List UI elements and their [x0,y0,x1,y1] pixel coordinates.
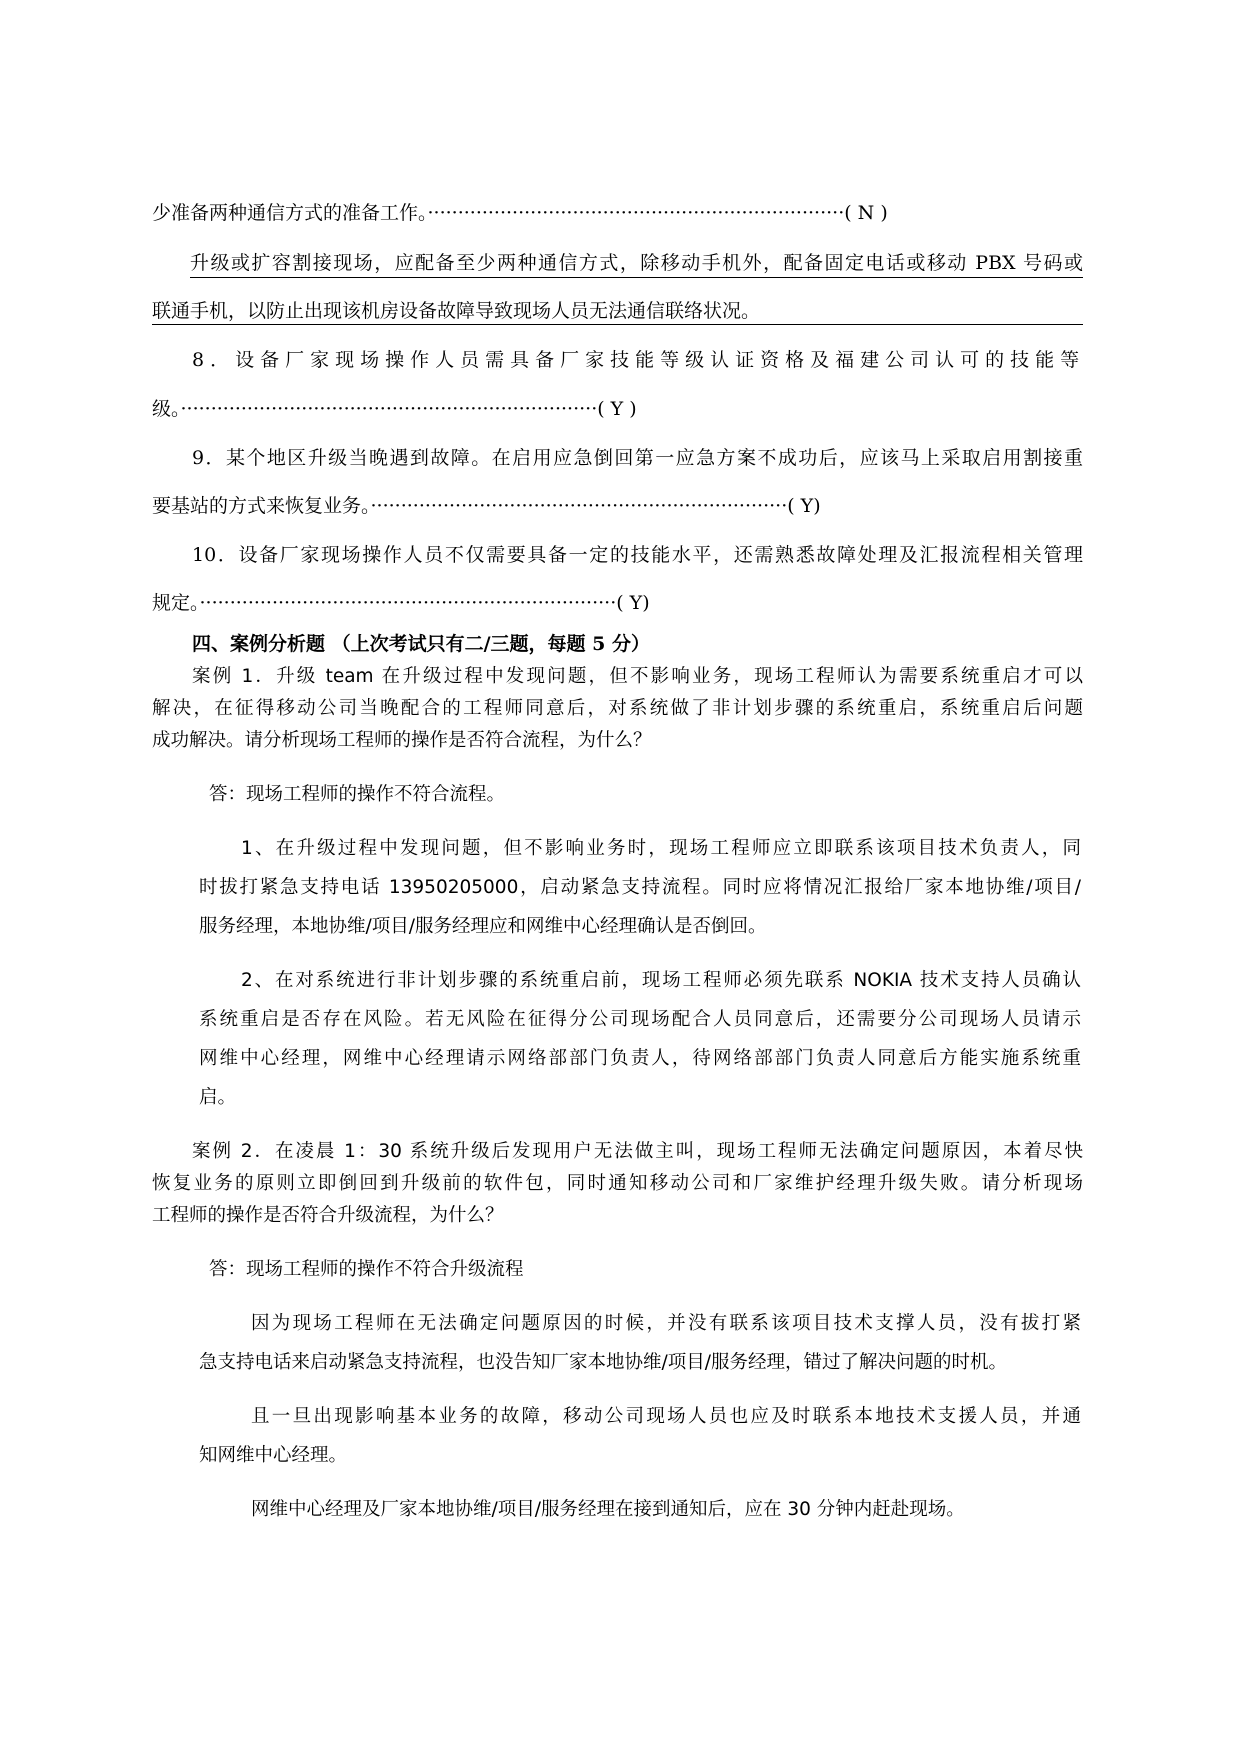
case-1-line-1: 案例 1．升级 team 在升级过程中发现问题，但不影响业务，现场工程师认为需要系统重启才可以 [192,666,1083,687]
tf-item-7-continuation: 少准备两种通信方式的准备工作。·····································································( N ) [152,202,888,224]
case-1-point-2-line-4: 启。 [199,1087,237,1108]
case-1-answer: 答：现场工程师的操作不符合流程。 [209,784,506,805]
tf-item-9: 9．某个地区升级当晚遇到故障。在启用应急倒回第一应急方案不成功后，应该马上采取启用割接重 [192,447,1083,469]
section-four-heading: 四、案例分析题 （上次考试只有二/三题，每题 5 分） [192,633,651,655]
case-2-supplement-line-1: 且一旦出现影响基本业务的故障，移动公司现场人员也应及时联系本地技术支援人员，并通 [251,1406,1081,1427]
tf-item-8-continuation: 级。·····································································( Y ) [152,398,637,420]
case-1-point-2-line-3: 网维中心经理，网维中心经理请示网络部部门负责人，待网络部部门负责人同意后方能实施系统重 [199,1048,1081,1069]
tf-item-7-explanation-line-1: 升级或扩容割接现场，应配备至少两种通信方式，除移动手机外，配备固定电话或移动 PBX 号码或 [190,252,1083,274]
case-2-supplement-line-2: 知网维中心经理。 [199,1445,348,1466]
case-1-point-1-line-1: 1、在升级过程中发现问题，但不影响业务时，现场工程师应立即联系该项目技术负责人，同 [241,838,1081,859]
case-1-line-2: 解决，在征得移动公司当晚配合的工程师同意后，对系统做了非计划步骤的系统重启，系统重启后问题 [152,698,1083,719]
case-1-point-2-line-1: 2、在对系统进行非计划步骤的系统重启前，现场工程师必须先联系 NOKIA 技术支持人员确认 [241,970,1081,991]
tf-item-10-continuation: 规定。·····································································( Y) [152,592,650,614]
case-2-reason-line-1: 因为现场工程师在无法确定问题原因的时候，并没有联系该项目技术支撑人员，没有拔打紧 [251,1313,1081,1334]
case-2-line-2: 恢复业务的原则立即倒回到升级前的软件包，同时通知移动公司和厂家维护经理升级失败。请分析现场 [152,1173,1083,1194]
case-2-arrival-requirement: 网维中心经理及厂家本地协维/项目/服务经理在接到通知后，应在 30 分钟内赶赴现场。 [251,1499,965,1520]
case-2-line-1: 案例 2．在凌晨 1：30 系统升级后发现用户无法做主叫，现场工程师无法确定问题原因，本着尽快 [192,1141,1083,1162]
case-1-point-1-line-3: 服务经理，本地协维/项目/服务经理应和网维中心经理确认是否倒回。 [199,916,767,937]
tf-item-9-continuation: 要基站的方式来恢复业务。·····································································( Y) [152,495,821,517]
case-1-point-2-line-2: 系统重启是否存在风险。若无风险在征得分公司现场配合人员同意后，还需要分公司现场人员请示 [199,1009,1081,1030]
case-1-point-1-line-2: 时拔打紧急支持电话 13950205000，启动紧急支持流程。同时应将情况汇报给厂家本地协维/项目/ [199,877,1081,898]
tf-item-7-explanation-line-2: 联通手机，以防止出现该机房设备故障导致现场人员无法通信联络状况。 [152,300,761,322]
tf-item-8: 8．设备厂家现场操作人员需具备厂家技能等级认证资格及福建公司认可的技能等 [192,349,1086,371]
case-2-answer: 答：现场工程师的操作不符合升级流程 [209,1259,524,1280]
case-2-reason-line-2: 急支持电话来启动紧急支持流程，也没告知厂家本地协维/项目/服务经理，错过了解决问题的时机。 [199,1352,1007,1373]
case-1-line-3: 成功解决。请分析现场工程师的操作是否符合流程，为什么？ [152,730,652,751]
underline-2 [152,324,1083,325]
case-2-line-3: 工程师的操作是否符合升级流程，为什么？ [152,1205,504,1226]
underline-1 [190,277,1083,278]
tf-item-10: 10．设备厂家现场操作人员不仅需要具备一定的技能水平，还需熟悉故障处理及汇报流程相关管理 [192,544,1083,566]
